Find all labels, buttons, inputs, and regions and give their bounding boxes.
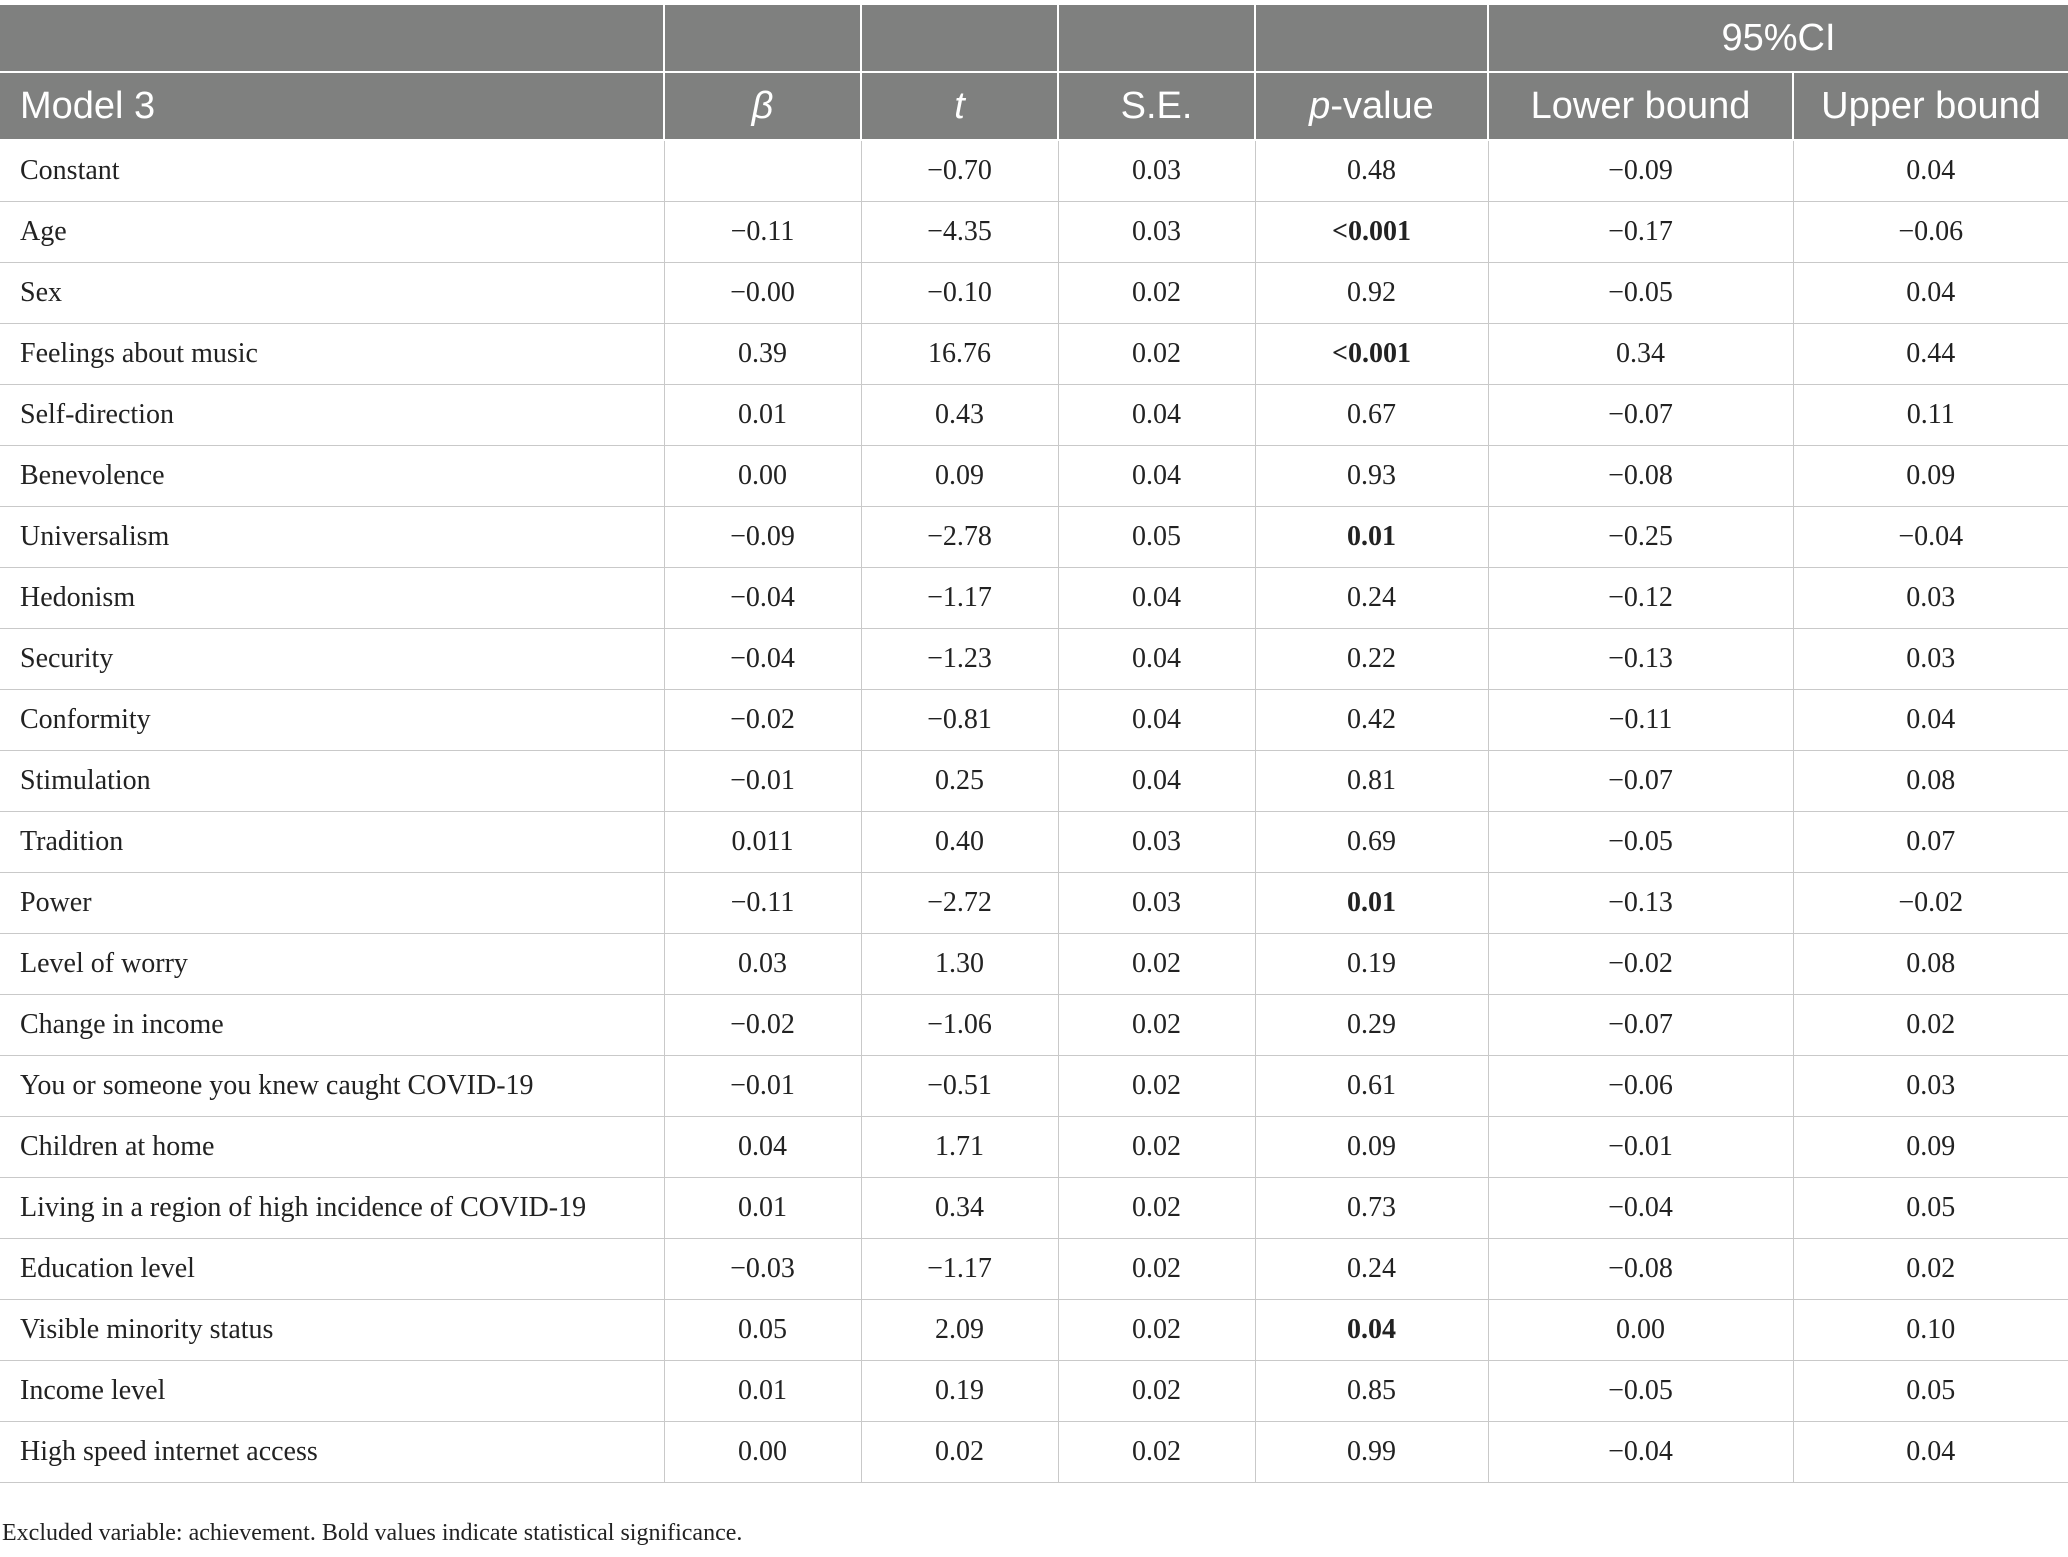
row-label: Change in income <box>0 995 664 1056</box>
beta-cell: 0.01 <box>664 1178 861 1239</box>
se-cell: 0.02 <box>1058 263 1255 324</box>
lower-bound-cell: −0.09 <box>1488 140 1793 202</box>
t-cell: −2.78 <box>861 507 1058 568</box>
row-label: Visible minority status <box>0 1300 664 1361</box>
row-label: Education level <box>0 1239 664 1300</box>
beta-cell <box>664 140 861 202</box>
se-cell: 0.02 <box>1058 1300 1255 1361</box>
row-label: Hedonism <box>0 568 664 629</box>
lower-bound-cell: −0.06 <box>1488 1056 1793 1117</box>
row-label: You or someone you knew caught COVID-19 <box>0 1056 664 1117</box>
t-cell: 0.02 <box>861 1422 1058 1483</box>
table-row <box>0 1239 2068 1300</box>
upper-bound-cell: 0.10 <box>1793 1300 2068 1361</box>
beta-cell: 0.04 <box>664 1117 861 1178</box>
p-value-cell: 0.19 <box>1255 934 1488 995</box>
upper-bound-cell: 0.03 <box>1793 568 2068 629</box>
upper-bound-cell: 0.05 <box>1793 1178 2068 1239</box>
t-cell: −0.51 <box>861 1056 1058 1117</box>
p-value-cell: 0.09 <box>1255 1117 1488 1178</box>
column-header-lower-bound: Lower bound <box>1488 72 1793 140</box>
p-value-cell: 0.73 <box>1255 1178 1488 1239</box>
table-header <box>0 5 2068 140</box>
table-row <box>0 140 2068 202</box>
p-value-cell: 0.99 <box>1255 1422 1488 1483</box>
header-column-row <box>0 72 2068 140</box>
se-cell: 0.03 <box>1058 873 1255 934</box>
upper-bound-cell: 0.08 <box>1793 751 2068 812</box>
upper-bound-cell: 0.07 <box>1793 812 2068 873</box>
se-cell: 0.04 <box>1058 568 1255 629</box>
se-cell: 0.02 <box>1058 1239 1255 1300</box>
se-cell: 0.02 <box>1058 995 1255 1056</box>
upper-bound-cell: 0.04 <box>1793 140 2068 202</box>
upper-bound-cell: −0.04 <box>1793 507 2068 568</box>
row-label: Tradition <box>0 812 664 873</box>
se-cell: 0.04 <box>1058 385 1255 446</box>
beta-cell: −0.02 <box>664 995 861 1056</box>
se-cell: 0.04 <box>1058 629 1255 690</box>
table-row <box>0 446 2068 507</box>
p-value-cell: 0.04 <box>1255 1300 1488 1361</box>
header-empty-cell <box>1058 5 1255 72</box>
t-cell: −0.81 <box>861 690 1058 751</box>
header-empty-cell <box>1255 5 1488 72</box>
t-cell: −0.10 <box>861 263 1058 324</box>
t-cell: 0.19 <box>861 1361 1058 1422</box>
table-row <box>0 263 2068 324</box>
se-cell: 0.02 <box>1058 1178 1255 1239</box>
beta-cell: 0.05 <box>664 1300 861 1361</box>
lower-bound-cell: 0.00 <box>1488 1300 1793 1361</box>
row-label: Feelings about music <box>0 324 664 385</box>
table-row <box>0 1117 2068 1178</box>
p-value-cell: 0.92 <box>1255 263 1488 324</box>
upper-bound-cell: −0.02 <box>1793 873 2068 934</box>
beta-cell: −0.04 <box>664 629 861 690</box>
beta-cell: 0.03 <box>664 934 861 995</box>
upper-bound-cell: 0.03 <box>1793 1056 2068 1117</box>
lower-bound-cell: −0.01 <box>1488 1117 1793 1178</box>
beta-cell: −0.01 <box>664 751 861 812</box>
table-row <box>0 690 2068 751</box>
t-cell: −0.70 <box>861 140 1058 202</box>
lower-bound-cell: −0.17 <box>1488 202 1793 263</box>
header-group-row <box>0 5 2068 72</box>
column-header-beta: β <box>664 72 861 140</box>
t-cell: −2.72 <box>861 873 1058 934</box>
row-label: Level of worry <box>0 934 664 995</box>
upper-bound-cell: 0.03 <box>1793 629 2068 690</box>
table-row <box>0 1300 2068 1361</box>
se-cell: 0.02 <box>1058 1117 1255 1178</box>
beta-cell: −0.03 <box>664 1239 861 1300</box>
table-row <box>0 385 2068 446</box>
table-row <box>0 1422 2068 1483</box>
lower-bound-cell: −0.07 <box>1488 385 1793 446</box>
row-label: Benevolence <box>0 446 664 507</box>
table-row <box>0 751 2068 812</box>
se-cell: 0.03 <box>1058 812 1255 873</box>
beta-cell: 0.39 <box>664 324 861 385</box>
se-cell: 0.04 <box>1058 751 1255 812</box>
p-value-cell: <0.001 <box>1255 324 1488 385</box>
lower-bound-cell: −0.07 <box>1488 751 1793 812</box>
column-header-se: S.E. <box>1058 72 1255 140</box>
row-label: Self-direction <box>0 385 664 446</box>
upper-bound-cell: 0.04 <box>1793 263 2068 324</box>
table-row <box>0 873 2068 934</box>
upper-bound-cell: 0.44 <box>1793 324 2068 385</box>
t-cell: −1.17 <box>861 1239 1058 1300</box>
row-label: Income level <box>0 1361 664 1422</box>
table-row <box>0 568 2068 629</box>
column-header-model: Model 3 <box>0 72 664 140</box>
table-row <box>0 507 2068 568</box>
p-value-cell: 0.01 <box>1255 507 1488 568</box>
lower-bound-cell: −0.08 <box>1488 446 1793 507</box>
row-label: Children at home <box>0 1117 664 1178</box>
table-row <box>0 202 2068 263</box>
upper-bound-cell: 0.04 <box>1793 690 2068 751</box>
table-row <box>0 812 2068 873</box>
column-header-p-value <box>1255 72 1488 140</box>
lower-bound-cell: −0.13 <box>1488 629 1793 690</box>
beta-cell: −0.00 <box>664 263 861 324</box>
lower-bound-cell: −0.13 <box>1488 873 1793 934</box>
header-empty-cell <box>861 5 1058 72</box>
upper-bound-cell: 0.04 <box>1793 1422 2068 1483</box>
row-label: Power <box>0 873 664 934</box>
lower-bound-cell: −0.05 <box>1488 812 1793 873</box>
p-value-cell: 0.48 <box>1255 140 1488 202</box>
row-label: Living in a region of high incidence of COVID-19 <box>0 1178 664 1239</box>
t-cell: 16.76 <box>861 324 1058 385</box>
upper-bound-cell: 0.09 <box>1793 446 2068 507</box>
beta-cell: −0.04 <box>664 568 861 629</box>
header-empty-cell <box>0 5 664 72</box>
t-cell: −1.17 <box>861 568 1058 629</box>
p-value-cell: 0.93 <box>1255 446 1488 507</box>
t-cell: 0.40 <box>861 812 1058 873</box>
table-row <box>0 629 2068 690</box>
se-cell: 0.02 <box>1058 1361 1255 1422</box>
lower-bound-cell: −0.05 <box>1488 1361 1793 1422</box>
upper-bound-cell: 0.02 <box>1793 1239 2068 1300</box>
lower-bound-cell: −0.11 <box>1488 690 1793 751</box>
t-cell: 0.09 <box>861 446 1058 507</box>
p-value-cell: 0.42 <box>1255 690 1488 751</box>
beta-cell: −0.09 <box>664 507 861 568</box>
t-cell: −4.35 <box>861 202 1058 263</box>
p-value-cell: 0.81 <box>1255 751 1488 812</box>
table-row <box>0 324 2068 385</box>
se-cell: 0.05 <box>1058 507 1255 568</box>
beta-cell: 0.011 <box>664 812 861 873</box>
t-cell: 0.43 <box>861 385 1058 446</box>
regression-table-container <box>0 5 2068 1483</box>
p-value-cell: 0.29 <box>1255 995 1488 1056</box>
beta-cell: −0.11 <box>664 873 861 934</box>
lower-bound-cell: −0.04 <box>1488 1178 1793 1239</box>
se-cell: 0.02 <box>1058 324 1255 385</box>
header-empty-cell <box>664 5 861 72</box>
se-cell: 0.04 <box>1058 690 1255 751</box>
row-label: Security <box>0 629 664 690</box>
table-body <box>0 140 2068 1483</box>
upper-bound-cell: 0.11 <box>1793 385 2068 446</box>
regression-table <box>0 5 2068 1483</box>
se-cell: 0.03 <box>1058 140 1255 202</box>
t-cell: 0.25 <box>861 751 1058 812</box>
row-label: Age <box>0 202 664 263</box>
upper-bound-cell: 0.09 <box>1793 1117 2068 1178</box>
lower-bound-cell: −0.07 <box>1488 995 1793 1056</box>
row-label: Universalism <box>0 507 664 568</box>
p-value-cell: 0.69 <box>1255 812 1488 873</box>
se-cell: 0.04 <box>1058 446 1255 507</box>
table-row <box>0 934 2068 995</box>
row-label: Constant <box>0 140 664 202</box>
se-cell: 0.02 <box>1058 1056 1255 1117</box>
lower-bound-cell: −0.25 <box>1488 507 1793 568</box>
table-row <box>0 1056 2068 1117</box>
column-header-t: t <box>861 72 1058 140</box>
ci-group-header: 95%CI <box>1488 5 2068 72</box>
p-value-cell: 0.24 <box>1255 568 1488 629</box>
beta-cell: 0.00 <box>664 446 861 507</box>
se-cell: 0.02 <box>1058 934 1255 995</box>
lower-bound-cell: −0.02 <box>1488 934 1793 995</box>
row-label: High speed internet access <box>0 1422 664 1483</box>
upper-bound-cell: 0.05 <box>1793 1361 2068 1422</box>
beta-cell: 0.00 <box>664 1422 861 1483</box>
lower-bound-cell: −0.12 <box>1488 568 1793 629</box>
beta-cell: −0.02 <box>664 690 861 751</box>
beta-cell: 0.01 <box>664 385 861 446</box>
table-footnote: Excluded variable: achievement. Bold values indicate statistical significance. <box>2 1520 743 1546</box>
se-cell: 0.02 <box>1058 1422 1255 1483</box>
lower-bound-cell: −0.08 <box>1488 1239 1793 1300</box>
p-value-cell: 0.85 <box>1255 1361 1488 1422</box>
p-value-cell: <0.001 <box>1255 202 1488 263</box>
upper-bound-cell: 0.08 <box>1793 934 2068 995</box>
lower-bound-cell: −0.05 <box>1488 263 1793 324</box>
row-label: Sex <box>0 263 664 324</box>
p-value-cell: 0.01 <box>1255 873 1488 934</box>
p-value-cell: 0.67 <box>1255 385 1488 446</box>
table-row <box>0 1178 2068 1239</box>
t-cell: 1.30 <box>861 934 1058 995</box>
p-value-rest-part: -value <box>1330 84 1434 127</box>
p-value-italic-part: p <box>1309 84 1331 127</box>
column-header-upper-bound: Upper bound <box>1793 72 2068 140</box>
upper-bound-cell: 0.02 <box>1793 995 2068 1056</box>
lower-bound-cell: −0.04 <box>1488 1422 1793 1483</box>
t-cell: 2.09 <box>861 1300 1058 1361</box>
lower-bound-cell: 0.34 <box>1488 324 1793 385</box>
p-value-cell: 0.61 <box>1255 1056 1488 1117</box>
beta-cell: −0.01 <box>664 1056 861 1117</box>
beta-cell: −0.11 <box>664 202 861 263</box>
row-label: Conformity <box>0 690 664 751</box>
t-cell: −1.06 <box>861 995 1058 1056</box>
t-cell: 1.71 <box>861 1117 1058 1178</box>
beta-cell: 0.01 <box>664 1361 861 1422</box>
p-value-cell: 0.22 <box>1255 629 1488 690</box>
table-row <box>0 995 2068 1056</box>
row-label: Stimulation <box>0 751 664 812</box>
t-cell: −1.23 <box>861 629 1058 690</box>
upper-bound-cell: −0.06 <box>1793 202 2068 263</box>
p-value-cell: 0.24 <box>1255 1239 1488 1300</box>
t-cell: 0.34 <box>861 1178 1058 1239</box>
table-row <box>0 1361 2068 1422</box>
se-cell: 0.03 <box>1058 202 1255 263</box>
